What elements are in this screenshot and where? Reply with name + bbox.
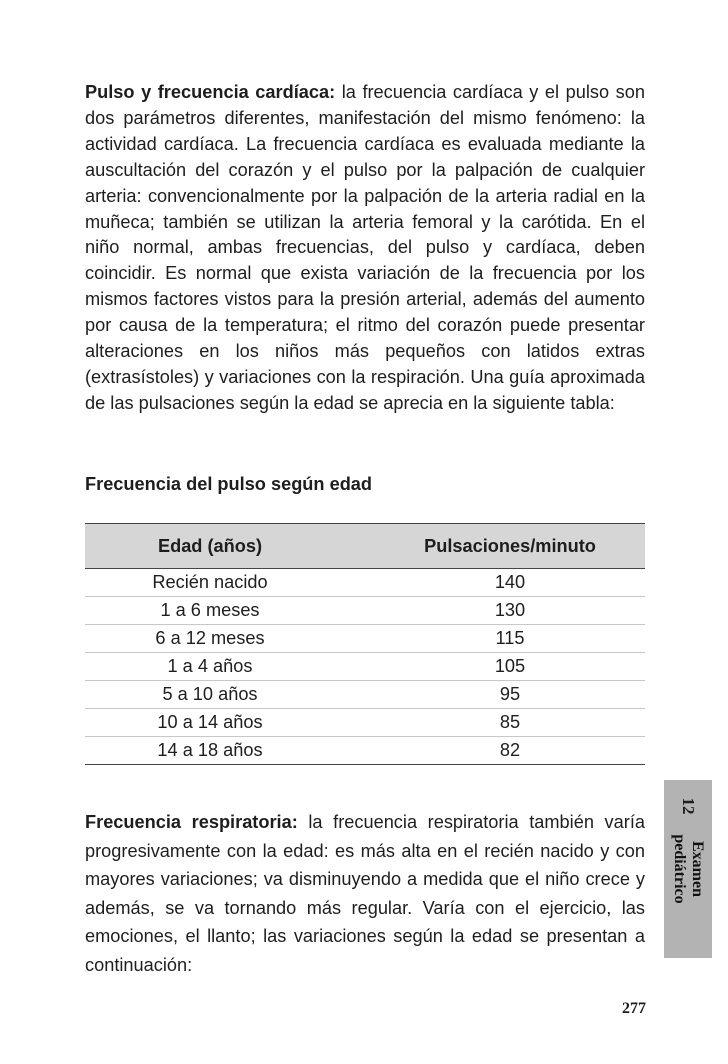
table-row <box>85 681 645 709</box>
chapter-tab-line1: Examen <box>689 840 706 897</box>
paragraph-respiratory-body: la frecuencia respiratoria también varía progresivamente con la edad: es más alta en el recién nacido y con mayores variaciones; va disminuyendo a medida que el niño crece y además, se va tornando más regular. Varía con el ejercicio, las emociones, el llanto; las variaciones según la edad se presentan a continuación: <box>85 812 645 975</box>
pulse-cell: 95 <box>315 681 645 709</box>
age-cell: 5 a 10 años <box>85 681 315 709</box>
age-cell: 14 a 18 años <box>85 737 315 765</box>
table-row <box>85 709 645 737</box>
paragraph-pulse <box>85 80 645 417</box>
table-row <box>85 625 645 653</box>
pulse-cell: 140 <box>315 569 645 597</box>
chapter-number: 12 <box>679 797 698 815</box>
age-cell: 10 a 14 años <box>85 709 315 737</box>
pulse-cell: 82 <box>315 737 645 765</box>
table-row <box>85 569 645 597</box>
pulse-rate-table <box>85 523 645 765</box>
column-header-pulse: Pulsaciones/minuto <box>315 524 645 569</box>
paragraph-pulse-heading: Pulso y frecuencia cardíaca: <box>85 82 336 102</box>
pulse-cell: 130 <box>315 597 645 625</box>
table-title: Frecuencia del pulso según edad <box>85 474 373 494</box>
pulse-cell: 85 <box>315 709 645 737</box>
age-cell: Recién nacido <box>85 569 315 597</box>
table-row <box>85 737 645 765</box>
page-number: 277 <box>622 1000 646 1017</box>
paragraph-respiratory <box>85 808 645 979</box>
paragraph-respiratory-heading: Frecuencia respiratoria: <box>85 812 298 832</box>
table-row <box>85 653 645 681</box>
chapter-tab-line2: pediátrico <box>671 834 688 904</box>
age-cell: 1 a 6 meses <box>85 597 315 625</box>
table-header-row <box>85 524 645 569</box>
chapter-tab-label <box>670 834 706 903</box>
table-row <box>85 597 645 625</box>
column-header-age: Edad (años) <box>85 524 315 569</box>
pulse-cell: 105 <box>315 653 645 681</box>
age-cell: 1 a 4 años <box>85 653 315 681</box>
pulse-cell: 115 <box>315 625 645 653</box>
paragraph-pulse-body: la frecuencia cardíaca y el pulso son dos parámetros diferentes, manifestación del mismo fenómeno: la actividad cardíaca. La frecuencia cardíaca es evaluada mediante la auscultación del corazón y el pulso por la palpación de cualquier arteria: convencionalmente por la palpación de la arteria radial en la muñeca; también se utilizan la arteria femoral y la carótida. En el niño normal, ambas frecuencias, del pulso y cardíaca, deben coincidir. Es normal que exista variación de la frecuencia por los mismos factores vistos para la presión arterial, además del aumento por causa de la temperatura; el ritmo del corazón puede presentar alteraciones en los niños más pequeños con latidos extras (extrasístoles) y variaciones con la respiración. Una guía aproximada de las pulsaciones según la edad se aprecia en la siguiente tabla: <box>85 82 645 413</box>
age-cell: 6 a 12 meses <box>85 625 315 653</box>
